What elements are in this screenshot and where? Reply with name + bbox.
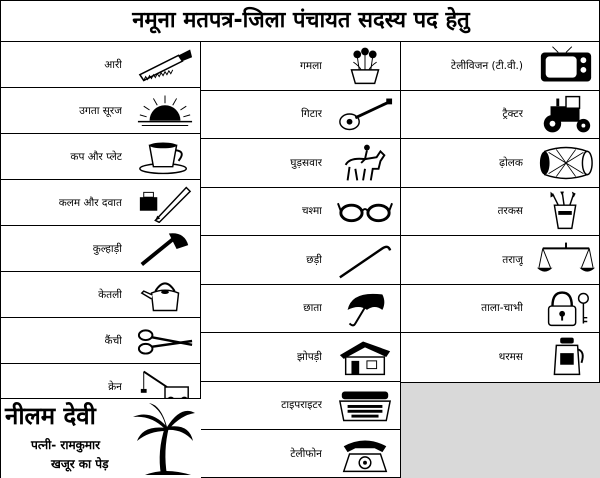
candidate-symbol-label: खजूर का पेड़ (51, 457, 109, 471)
symbol-cell[interactable] (1, 180, 200, 226)
symbol-label: उगता सूरज (79, 104, 122, 117)
horse-rider-icon (336, 143, 394, 183)
symbol-cell[interactable] (1, 226, 200, 272)
saw-icon (136, 45, 194, 85)
symbol-cell[interactable] (1, 272, 200, 318)
symbol-cell[interactable] (401, 285, 600, 334)
symbol-label: क्रेन (108, 381, 122, 393)
candidate-box[interactable] (1, 398, 201, 478)
hut-icon (336, 337, 394, 377)
symbol-label: टाइपराइटर (281, 399, 322, 412)
ballot-title: नमूना मतपत्र-जिला पंचायत सदस्य पद हेतु (1, 1, 600, 42)
spectacles-icon (336, 191, 394, 231)
cup-and-plate-icon (136, 137, 194, 177)
symbol-label: घुड़सवार (290, 156, 322, 169)
thermos-icon (537, 337, 595, 377)
television-icon (537, 46, 595, 86)
flower-pot-icon (336, 46, 394, 86)
symbol-label: आरी (104, 58, 122, 71)
guitar-icon (336, 94, 394, 134)
symbol-label: ट्रैक्टर (502, 108, 523, 121)
symbol-label: थरमस (498, 351, 523, 364)
symbol-label: ढ़ोलक (499, 156, 523, 169)
symbol-label: छड़ी (306, 253, 322, 266)
tractor-icon (537, 94, 595, 134)
symbol-label: गमला (299, 59, 322, 72)
symbol-label: झोपड़ी (297, 350, 322, 363)
symbol-label: तराजू (502, 253, 523, 266)
umbrella-icon (336, 288, 394, 328)
telephone-icon (336, 434, 394, 474)
symbol-cell[interactable] (201, 139, 400, 188)
symbol-label: चश्मा (301, 205, 322, 218)
symbol-label: टेलीविजन (टी.वी.) (450, 59, 523, 72)
symbol-cell[interactable] (401, 188, 600, 237)
rising-sun-icon (136, 91, 194, 131)
empty-grey-box (401, 382, 600, 478)
symbol-label: कैंची (104, 334, 122, 347)
pen-and-inkpot-icon (136, 183, 194, 223)
symbol-column-2 (201, 42, 401, 478)
symbol-label: तरकस (497, 205, 523, 218)
palm-tree-icon (131, 401, 197, 477)
symbol-label: छाता (303, 302, 322, 315)
candidate-husband-name: पत्नी- रामकुमार (31, 438, 101, 452)
symbol-cell[interactable] (1, 88, 200, 134)
symbol-label: केतली (98, 288, 122, 301)
symbol-label: टेलीफोन (290, 448, 322, 461)
symbol-cell[interactable] (1, 134, 200, 180)
symbol-cell[interactable] (201, 236, 400, 285)
symbol-cell[interactable] (401, 91, 600, 140)
symbol-label: कलम और दवात (58, 196, 122, 209)
kettle-icon (136, 275, 194, 315)
symbol-label: गिटार (301, 108, 322, 121)
symbol-cell[interactable] (1, 318, 200, 364)
symbol-cell[interactable] (201, 430, 400, 478)
symbol-label: ताला-चाभी (481, 302, 523, 315)
symbol-cell[interactable] (201, 333, 400, 382)
symbol-label: कुल्हाड़ी (92, 242, 122, 255)
lock-and-key-icon (537, 288, 595, 328)
symbol-cell[interactable] (201, 91, 400, 140)
quiver-icon (537, 191, 595, 231)
symbol-cell[interactable] (201, 382, 400, 431)
symbol-cell[interactable] (401, 42, 600, 91)
balance-scale-icon (537, 240, 595, 280)
axe-icon (136, 229, 194, 269)
candidate-name: नीलम देवी (5, 402, 96, 430)
symbol-cell[interactable] (401, 333, 600, 382)
typewriter-icon (336, 385, 394, 425)
symbol-cell[interactable] (201, 285, 400, 334)
symbol-cell[interactable] (401, 236, 600, 285)
symbol-cell[interactable] (201, 188, 400, 237)
symbol-cell[interactable] (1, 42, 200, 88)
symbol-label: कप और प्लेट (70, 150, 122, 163)
scissors-icon (136, 321, 194, 361)
walking-stick-icon (336, 240, 394, 280)
symbol-cell[interactable] (401, 139, 600, 188)
dholak-drum-icon (537, 143, 595, 183)
symbol-cell[interactable] (201, 42, 400, 91)
